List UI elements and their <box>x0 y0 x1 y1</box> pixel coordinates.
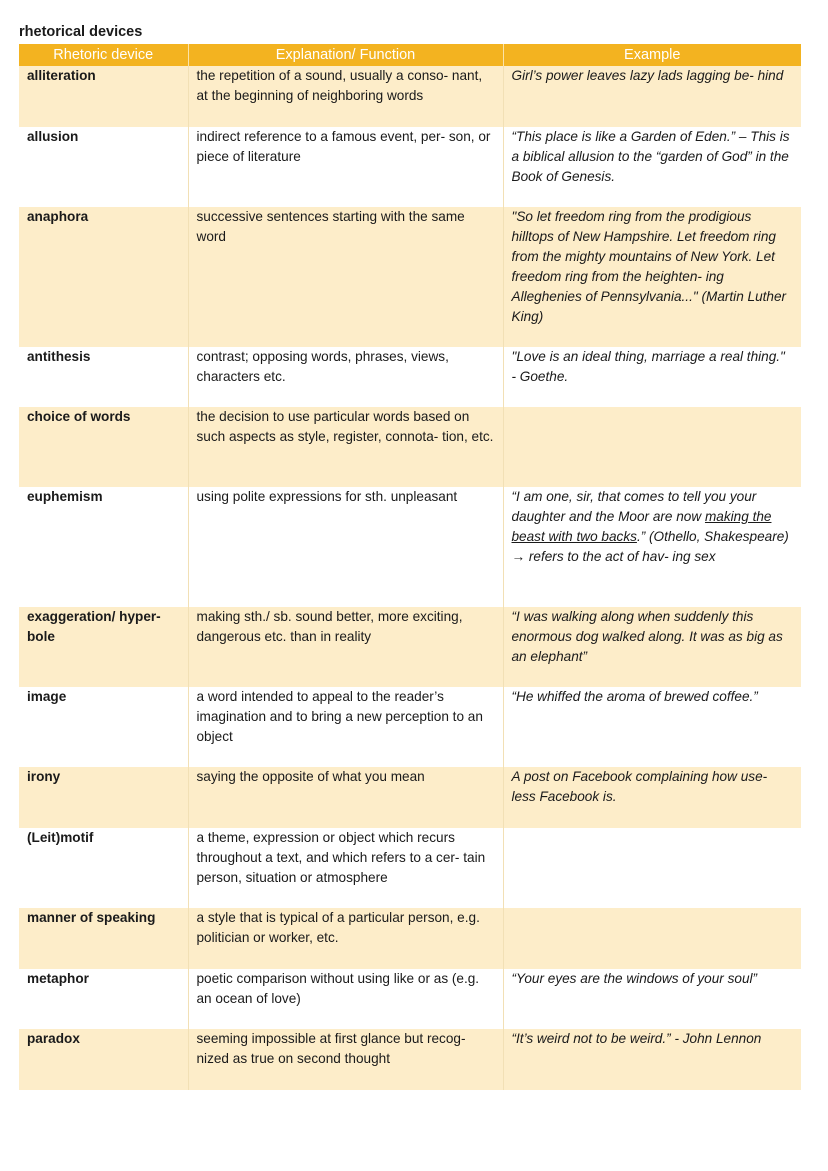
table-row <box>19 969 801 1029</box>
example-cell: Girl’s power leaves lazy lads lagging be- hind <box>503 66 801 127</box>
table-row <box>19 607 801 687</box>
table-row <box>19 407 801 487</box>
table-row <box>19 347 801 407</box>
device-cell: allusion <box>19 127 188 207</box>
table-row <box>19 487 801 607</box>
explanation-cell: seeming impossible at first glance but recog- nized as true on second thought <box>188 1029 503 1090</box>
explanation-cell: a word intended to appeal to the reader’s imagination and to bring a new perception to an object <box>188 687 503 767</box>
explanation-cell: using polite expressions for sth. unpleasant <box>188 487 503 607</box>
header-device: Rhetoric device <box>19 44 188 66</box>
explanation-cell: a theme, expression or object which recurs throughout a text, and which refers to a cer- tain person, situation or atmosphere <box>188 828 503 908</box>
rhetorical-devices-table <box>19 44 801 1090</box>
explanation-cell: contrast; opposing words, phrases, views, characters etc. <box>188 347 503 407</box>
explanation-cell: saying the opposite of what you mean <box>188 767 503 828</box>
header-explanation: Explanation/ Function <box>188 44 503 66</box>
table-row <box>19 1029 801 1090</box>
table-row <box>19 828 801 908</box>
example-cell: “I was walking along when suddenly this enormous dog walked along. It was as big as an elephant” <box>503 607 801 687</box>
page-title: rhetorical devices <box>19 24 143 40</box>
example-cell <box>503 407 801 487</box>
header-example: Example <box>503 44 801 66</box>
device-cell: (Leit)motif <box>19 828 188 908</box>
example-cell: “Your eyes are the windows of your soul” <box>503 969 801 1029</box>
explanation-cell: a style that is typical of a particular person, e.g. politician or worker, etc. <box>188 908 503 969</box>
example-cell <box>503 828 801 908</box>
device-cell: exaggeration/ hyper- bole <box>19 607 188 687</box>
underlined-phrase: making the beast with two backs <box>511 509 772 544</box>
device-cell: euphemism <box>19 487 188 607</box>
table-row <box>19 127 801 207</box>
example-cell: A post on Facebook complaining how use- less Facebook is. <box>503 767 801 828</box>
device-cell: manner of speaking <box>19 908 188 969</box>
example-cell <box>503 487 801 607</box>
explanation-cell: the repetition of a sound, usually a conso- nant, at the beginning of neighboring words <box>188 66 503 127</box>
explanation-cell: poetic comparison without using like or as (e.g. an ocean of love) <box>188 969 503 1029</box>
example-cell: “This place is like a Garden of Eden.” – This is a biblical allusion to the “garden of God” in the Book of Genesis. <box>503 127 801 207</box>
device-cell: alliteration <box>19 66 188 127</box>
table-row <box>19 767 801 828</box>
device-cell: irony <box>19 767 188 828</box>
explanation-cell: making sth./ sb. sound better, more exciting, dangerous etc. than in reality <box>188 607 503 687</box>
table-row <box>19 207 801 347</box>
device-cell: paradox <box>19 1029 188 1090</box>
example-cell: “He whiffed the aroma of brewed coffee.” <box>503 687 801 767</box>
table-row <box>19 908 801 969</box>
device-cell: antithesis <box>19 347 188 407</box>
device-cell: anaphora <box>19 207 188 347</box>
example-cell: "So let freedom ring from the prodigious hilltops of New Hampshire. Let freedom ring from the mighty mountains of New York. Let freedom ring from the heighten- ing Alleghenies of Pennsylvania..." (Martin Luther King) <box>503 207 801 347</box>
example-text: “I am one, sir, that comes to tell you your daughter and the Moor are now <box>511 489 757 524</box>
device-cell: metaphor <box>19 969 188 1029</box>
explanation-cell: successive sentences starting with the same word <box>188 207 503 347</box>
explanation-cell: indirect reference to a famous event, per- son, or piece of literature <box>188 127 503 207</box>
device-cell: image <box>19 687 188 767</box>
example-cell: "Love is an ideal thing, marriage a real thing." - Goethe. <box>503 347 801 407</box>
example-cell <box>503 908 801 969</box>
explanation-cell: the decision to use particular words based on such aspects as style, register, connota- tion, etc. <box>188 407 503 487</box>
example-text: .” (Othello, Shakespeare) → refers to the act of hav- ing sex <box>511 529 789 564</box>
example-cell: “It’s weird not to be weird.” - John Lennon <box>503 1029 801 1090</box>
table-row <box>19 66 801 127</box>
header-row <box>19 44 801 66</box>
device-cell: choice of words <box>19 407 188 487</box>
table-row <box>19 687 801 767</box>
